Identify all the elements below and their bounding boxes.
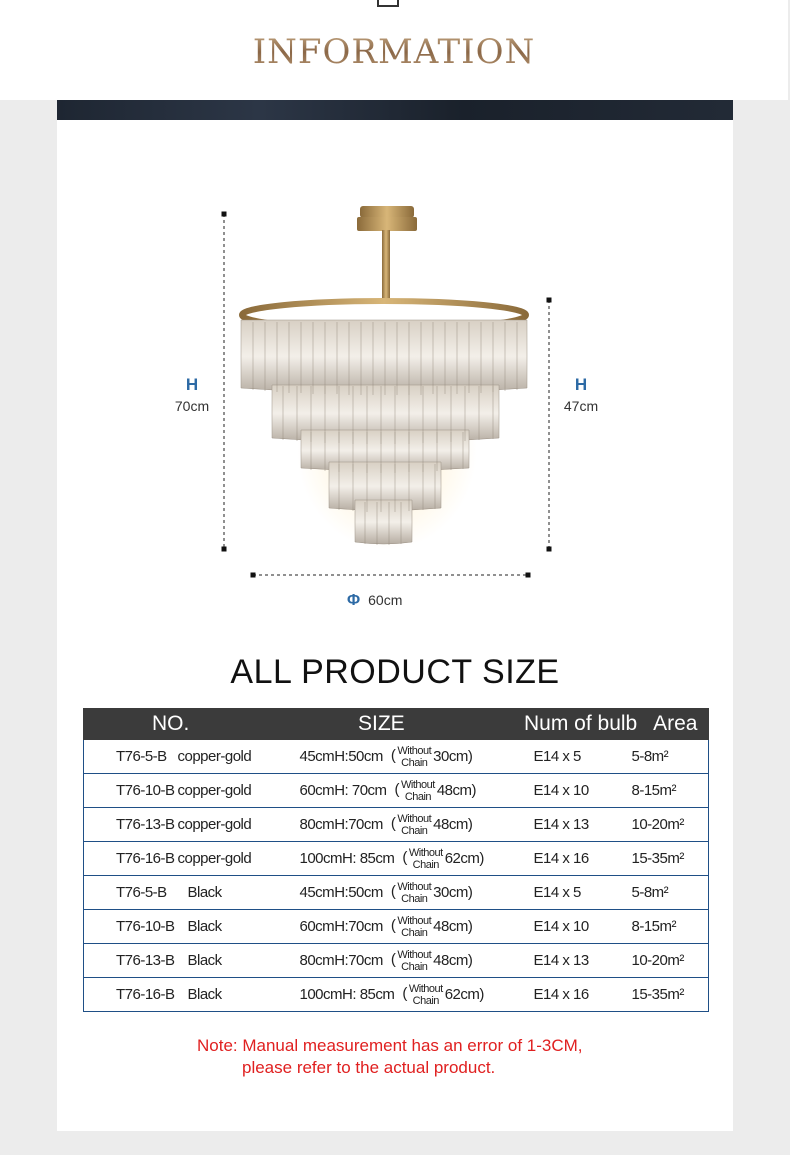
right-height-dimension-line	[547, 298, 552, 552]
area-cell: 15-35m²	[614, 842, 709, 876]
model-cell: T76-13-B	[84, 808, 176, 842]
dark-banner-strip	[57, 100, 733, 120]
without-chain-note: Without Chain	[397, 948, 432, 973]
measurement-note	[197, 1035, 583, 1079]
header-bulb-area	[524, 709, 709, 740]
left-height-symbol: H	[185, 375, 199, 394]
table-header-row	[84, 709, 709, 740]
model-cell: T76-13-B	[84, 944, 176, 978]
model-cell: T76-16-B	[84, 978, 176, 1012]
diameter-value: 60cm	[368, 592, 403, 608]
model-cell: T76-16-B	[84, 842, 176, 876]
diameter-text: 80cm	[299, 951, 335, 969]
header-area: Area	[653, 712, 698, 735]
bulb-cell: E14 x 5	[524, 740, 614, 774]
section-title: ALL PRODUCT SIZE	[230, 653, 560, 691]
without-chain-note: Without Chain	[408, 846, 443, 871]
size-cell: 60cmH: 70cm ( Without Chain 48cm)	[296, 774, 524, 808]
size-cell: 100cmH: 85cm ( Without Chain 62cm)	[296, 978, 524, 1012]
header-no: NO.	[84, 709, 296, 740]
height-without-chain: 48cm)	[433, 815, 473, 833]
without-chain-note: Without Chain	[397, 744, 432, 769]
without-chain-note: Without Chain	[397, 880, 432, 905]
diameter-text: 45cm	[299, 747, 335, 765]
bulb-cell: E14 x 10	[524, 774, 614, 808]
table-row	[84, 978, 709, 1012]
size-cell: 80cmH:70cm ( Without Chain 48cm)	[296, 944, 524, 978]
size-cell: 45cmH:50cm ( Without Chain 30cm)	[296, 876, 524, 910]
note-line-1: Note: Manual measurement has an error of 1-3CM,	[197, 1036, 583, 1055]
table-row	[84, 910, 709, 944]
product-size-table	[83, 708, 709, 1012]
size-cell: 80cmH:70cm ( Without Chain 48cm)	[296, 808, 524, 842]
height-without-chain: 48cm)	[433, 951, 473, 969]
area-cell: 5-8m²	[614, 876, 709, 910]
height-text: H:50cm	[334, 883, 383, 901]
page-header	[0, 0, 788, 100]
bulb-cell: E14 x 13	[524, 808, 614, 842]
without-chain-note: Without Chain	[408, 982, 443, 1007]
bulb-cell: E14 x 10	[524, 910, 614, 944]
diameter-symbol: Φ	[347, 592, 361, 609]
area-cell: 10-20m²	[614, 808, 709, 842]
bulb-cell: E14 x 16	[524, 842, 614, 876]
without-chain-note: Without Chain	[401, 778, 435, 803]
diameter-text: 80cm	[299, 815, 335, 833]
size-cell: 60cmH:70cm ( Without Chain 48cm)	[296, 910, 524, 944]
height-without-chain: 62cm)	[444, 849, 484, 867]
table-row	[84, 808, 709, 842]
right-height-value: 47cm	[563, 398, 599, 414]
chandelier-image	[241, 206, 527, 550]
bulb-cell: E14 x 16	[524, 978, 614, 1012]
without-chain-note: Without Chain	[397, 812, 432, 837]
height-text: H: 85cm	[342, 985, 395, 1003]
diameter-dimension-line	[251, 573, 531, 578]
header-size: SIZE	[296, 709, 524, 740]
diameter-text: 100cm	[299, 849, 343, 867]
model-cell: T76-5-B	[84, 876, 176, 910]
area-cell: 5-8m²	[614, 740, 709, 774]
color-cell: Black	[176, 978, 296, 1012]
table-row	[84, 876, 709, 910]
color-cell: Black	[176, 910, 296, 944]
table-row	[84, 944, 709, 978]
right-height-symbol: H	[574, 375, 588, 394]
area-cell: 15-35m²	[614, 978, 709, 1012]
page-title: INFORMATION	[0, 32, 788, 72]
bulb-cell: E14 x 13	[524, 944, 614, 978]
color-cell: copper-gold	[176, 808, 296, 842]
color-cell: copper-gold	[176, 842, 296, 876]
height-text: H:70cm	[334, 951, 383, 969]
height-without-chain: 62cm)	[444, 985, 484, 1003]
height-without-chain: 30cm)	[433, 883, 473, 901]
area-cell: 8-15m²	[614, 910, 709, 944]
header-bulb: Num of bulb	[524, 712, 638, 735]
table-row	[84, 740, 709, 774]
height-without-chain: 48cm)	[433, 917, 473, 935]
height-without-chain: 30cm)	[433, 747, 473, 765]
content-card	[57, 100, 733, 1131]
left-height-dimension-line	[222, 212, 227, 552]
table-row	[84, 774, 709, 808]
without-chain-note: Without Chain	[397, 914, 432, 939]
color-cell: copper-gold	[176, 774, 296, 808]
chandelier-diagram	[57, 200, 733, 700]
top-tab-icon	[377, 0, 399, 7]
height-text: H:70cm	[334, 815, 383, 833]
area-cell: 8-15m²	[614, 774, 709, 808]
model-cell: T76-10-B	[84, 774, 176, 808]
color-cell: copper-gold	[176, 740, 296, 774]
height-text: H: 85cm	[342, 849, 395, 867]
right-height-label	[551, 375, 611, 414]
diameter-text: 45cm	[299, 883, 335, 901]
area-cell: 10-20m²	[614, 944, 709, 978]
note-line-2: please refer to the actual product.	[242, 1058, 496, 1077]
bulb-cell: E14 x 5	[524, 876, 614, 910]
color-cell: Black	[176, 876, 296, 910]
left-height-value: 70cm	[174, 398, 210, 414]
diameter-label	[347, 592, 402, 610]
color-cell: Black	[176, 944, 296, 978]
left-height-label	[162, 375, 222, 414]
model-cell: T76-10-B	[84, 910, 176, 944]
model-cell: T76-5-B	[84, 740, 176, 774]
diameter-text: 60cm	[299, 781, 335, 799]
height-without-chain: 48cm)	[436, 781, 477, 799]
diameter-text: 60cm	[299, 917, 335, 935]
height-text: H:70cm	[334, 917, 383, 935]
size-cell: 100cmH: 85cm ( Without Chain 62cm)	[296, 842, 524, 876]
diameter-text: 100cm	[299, 985, 343, 1003]
size-cell: 45cmH:50cm ( Without Chain 30cm)	[296, 740, 524, 774]
height-text: H: 70cm	[334, 781, 387, 799]
height-text: H:50cm	[334, 747, 383, 765]
table-row	[84, 842, 709, 876]
